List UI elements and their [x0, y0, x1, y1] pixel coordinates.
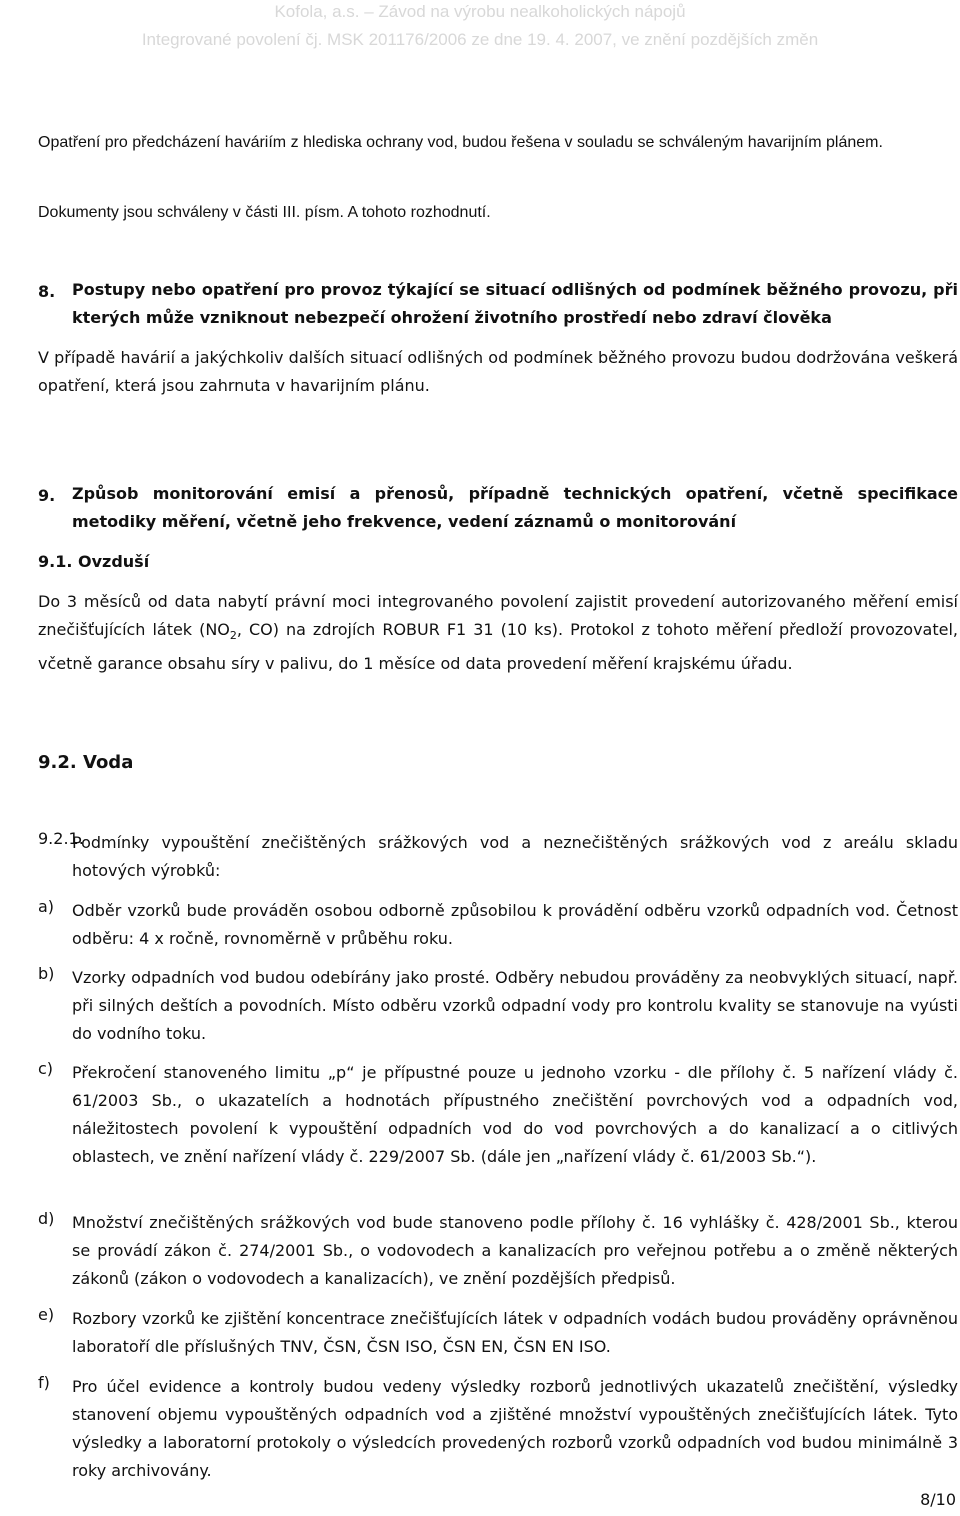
item-c-text: Překročení stanoveného limitu „p“ je přípustné pouze u jednoho vzorku - dle přílohy č. 5 nařízení vlády č. 61/2003 Sb., o ukazatelích a hodnotách přípustného znečištění povrchových vod a odpadních vod, náležitostech povolení k vypouštění odpadních vod do vod povrchových a do kanalizací a o citlivých oblastech, ve znění nařízení vlády č. 229/2007 Sb. (dále jen „nařízení vlády č. 61/2003 Sb.“). — [72, 1063, 958, 1166]
section-9-1-body-b: , CO) na zdrojích ROBUR F1 31 (10 ks). Protokol z tohoto měření předloží provozovatel, včetně garance obsahu síry v palivu, do 1 měsíce od data provedení měření krajskému úřadu. — [38, 620, 959, 674]
section-9-1-subscript: 2 — [229, 629, 237, 643]
item-a-label: a) — [38, 897, 55, 916]
section-8-number: 8. — [38, 282, 56, 301]
header-company: Kofola, a.s. – Závod na výrobu nealkoholických nápojů — [274, 2, 686, 21]
item-e-text: Rozbory vzorků ke zjištění koncentrace znečišťujících látek v odpadních vodách budou prováděny oprávněnou laboratoří dle příslušných TNV, ČSN, ČSN ISO, ČSN EN, ČSN EN ISO. — [72, 1309, 958, 1356]
item-d-label: d) — [38, 1209, 55, 1228]
header-permit: Integrované povolení čj. MSK 201176/2006 ze dne 19. 4. 2007, ve znění pozdějších změn — [141, 30, 819, 49]
item-b-label: b) — [38, 964, 55, 983]
intro-paragraph: Opatření pro předcházení haváriím z hlediska ochrany vod, budou řešena v souladu se schváleným havarijním plánem. — [38, 134, 883, 151]
item-b-text: Vzorky odpadních vod budou odebírány jako prosté. Odběry nebudou prováděny za neobvyklých situací, např. při silných deštích a povodních. Místo odběru vzorků odpadní vody pro kontrolu kvality se stanovuje na vyústi do vodního toku. — [72, 968, 958, 1043]
item-a-text: Odběr vzorků bude prováděn osobou odborně způsobilou k provádění odběru vzorků odpadních vod. Četnost odběru: 4 x ročně, rovnoměrně v průběhu roku. — [72, 901, 958, 948]
section-9-2-1-number: 9.2.1. — [38, 829, 84, 848]
page-number: 8/10 — [920, 1490, 956, 1509]
section-9-1-body — [38, 588, 958, 678]
section-9-1-title: 9.1. Ovzduší — [38, 552, 150, 571]
item-c-label: c) — [38, 1059, 54, 1078]
section-8-body: V případě havárií a jakýchkoliv dalších situací odlišných od podmínek běžného provozu budou dodržována veškerá opatření, která jsou zahrnuta v havarijním plánu. — [38, 348, 958, 395]
item-f-label: f) — [38, 1373, 50, 1392]
section-9-title: Způsob monitorování emisí a přenosů, případně technických opatření, včetně specifikace metodiky měření, včetně jeho frekvence, vedení záznamů o monitorování — [72, 484, 958, 531]
section-9-1-body-a: Do 3 měsíců od data nabytí právní moci integrovaného povolení zajistit provedení autorizovaného měření emisí znečišťujících látek (NO — [38, 592, 958, 639]
section-8-title: Postupy nebo opatření pro provoz týkající se situací odlišných od podmínek běžného provozu, při kterých může vzniknout nebezpečí ohrožení životního prostředí nebo zdraví člověka — [72, 280, 958, 327]
section-9-2-title: 9.2. Voda — [38, 752, 134, 773]
section-9-2-1-text: Podmínky vypouštění znečištěných srážkových vod a neznečištěných srážkových vod z areálu skladu hotových výrobků: — [72, 833, 958, 880]
item-f-text: Pro účel evidence a kontroly budou vedeny výsledky rozborů jednotlivých ukazatelů znečištění, výsledky stanovení objemu vypouštěných odpadních vod a zjištěné množství vypouštěných znečišťujících látek. Tyto výsledky a laboratorní protokoly o výsledcích provedených rozborů vzorků odpadních vod budou minimálně 3 roky archivovány. — [72, 1377, 958, 1480]
item-e-label: e) — [38, 1305, 55, 1324]
item-d-text: Množství znečištěných srážkových vod bude stanoveno podle přílohy č. 16 vyhlášky č. 428/2001 Sb., kterou se provádí zákon č. 274/2001 Sb., o vodovodech a kanalizacích pro veřejnou potřebu a o změně některých zákonů (zákon o vodovodech a kanalizacích), ve znění pozdějších předpisů. — [72, 1213, 958, 1288]
intro-documents: Dokumenty jsou schváleny v části III. písm. A tohoto rozhodnutí. — [38, 204, 491, 221]
section-9-number: 9. — [38, 486, 56, 505]
